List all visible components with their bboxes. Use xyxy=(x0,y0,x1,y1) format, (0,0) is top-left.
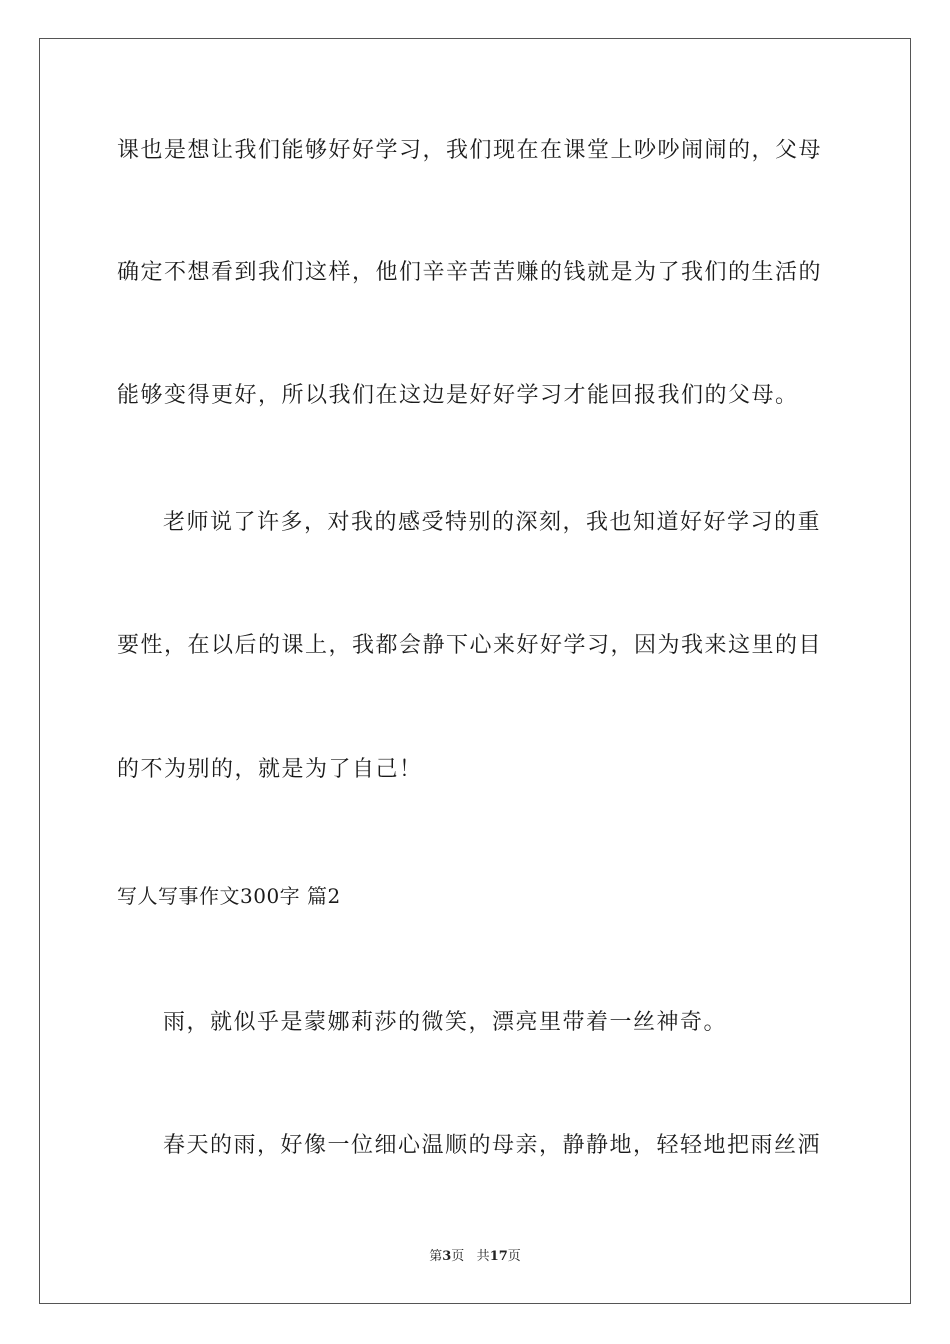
section2-line-1: 雨，就似乎是蒙娜莉莎的微笑，漂亮里带着一丝神奇。 xyxy=(163,1010,728,1035)
body-line-2: 确定不想看到我们这样，他们辛辛苦苦赚的钱就是为了我们的生活的 xyxy=(117,260,823,285)
body-line-1: 课也是想让我们能够好好学习，我们现在在课堂上吵吵闹闹的，父母 xyxy=(117,138,823,163)
page-border xyxy=(39,38,911,1304)
footer-page-number: 3 xyxy=(442,1249,452,1264)
body-line-6: 的不为别的，就是为了自己！ xyxy=(117,757,423,782)
page-footer xyxy=(0,1248,950,1266)
body-line-3: 能够变得更好，所以我们在这边是好好学习才能回报我们的父母。 xyxy=(117,383,799,408)
footer-page-suffix: 页 xyxy=(451,1249,465,1264)
body-line-5: 要性，在以后的课上，我都会静下心来好好学习，因为我来这里的目 xyxy=(117,633,823,658)
body-line-4: 老师说了许多，对我的感受特别的深刻，我也知道好好学习的重 xyxy=(163,510,822,535)
footer-total-prefix: 共 xyxy=(476,1249,490,1264)
footer-page-prefix: 第 xyxy=(429,1249,443,1264)
footer-total-suffix: 页 xyxy=(507,1249,521,1264)
section2-line-2: 春天的雨，好像一位细心温顺的母亲，静静地，轻轻地把雨丝洒 xyxy=(163,1133,822,1158)
footer-total-pages: 17 xyxy=(489,1249,508,1264)
section-heading: 写人写事作文300字 篇2 xyxy=(117,884,341,908)
